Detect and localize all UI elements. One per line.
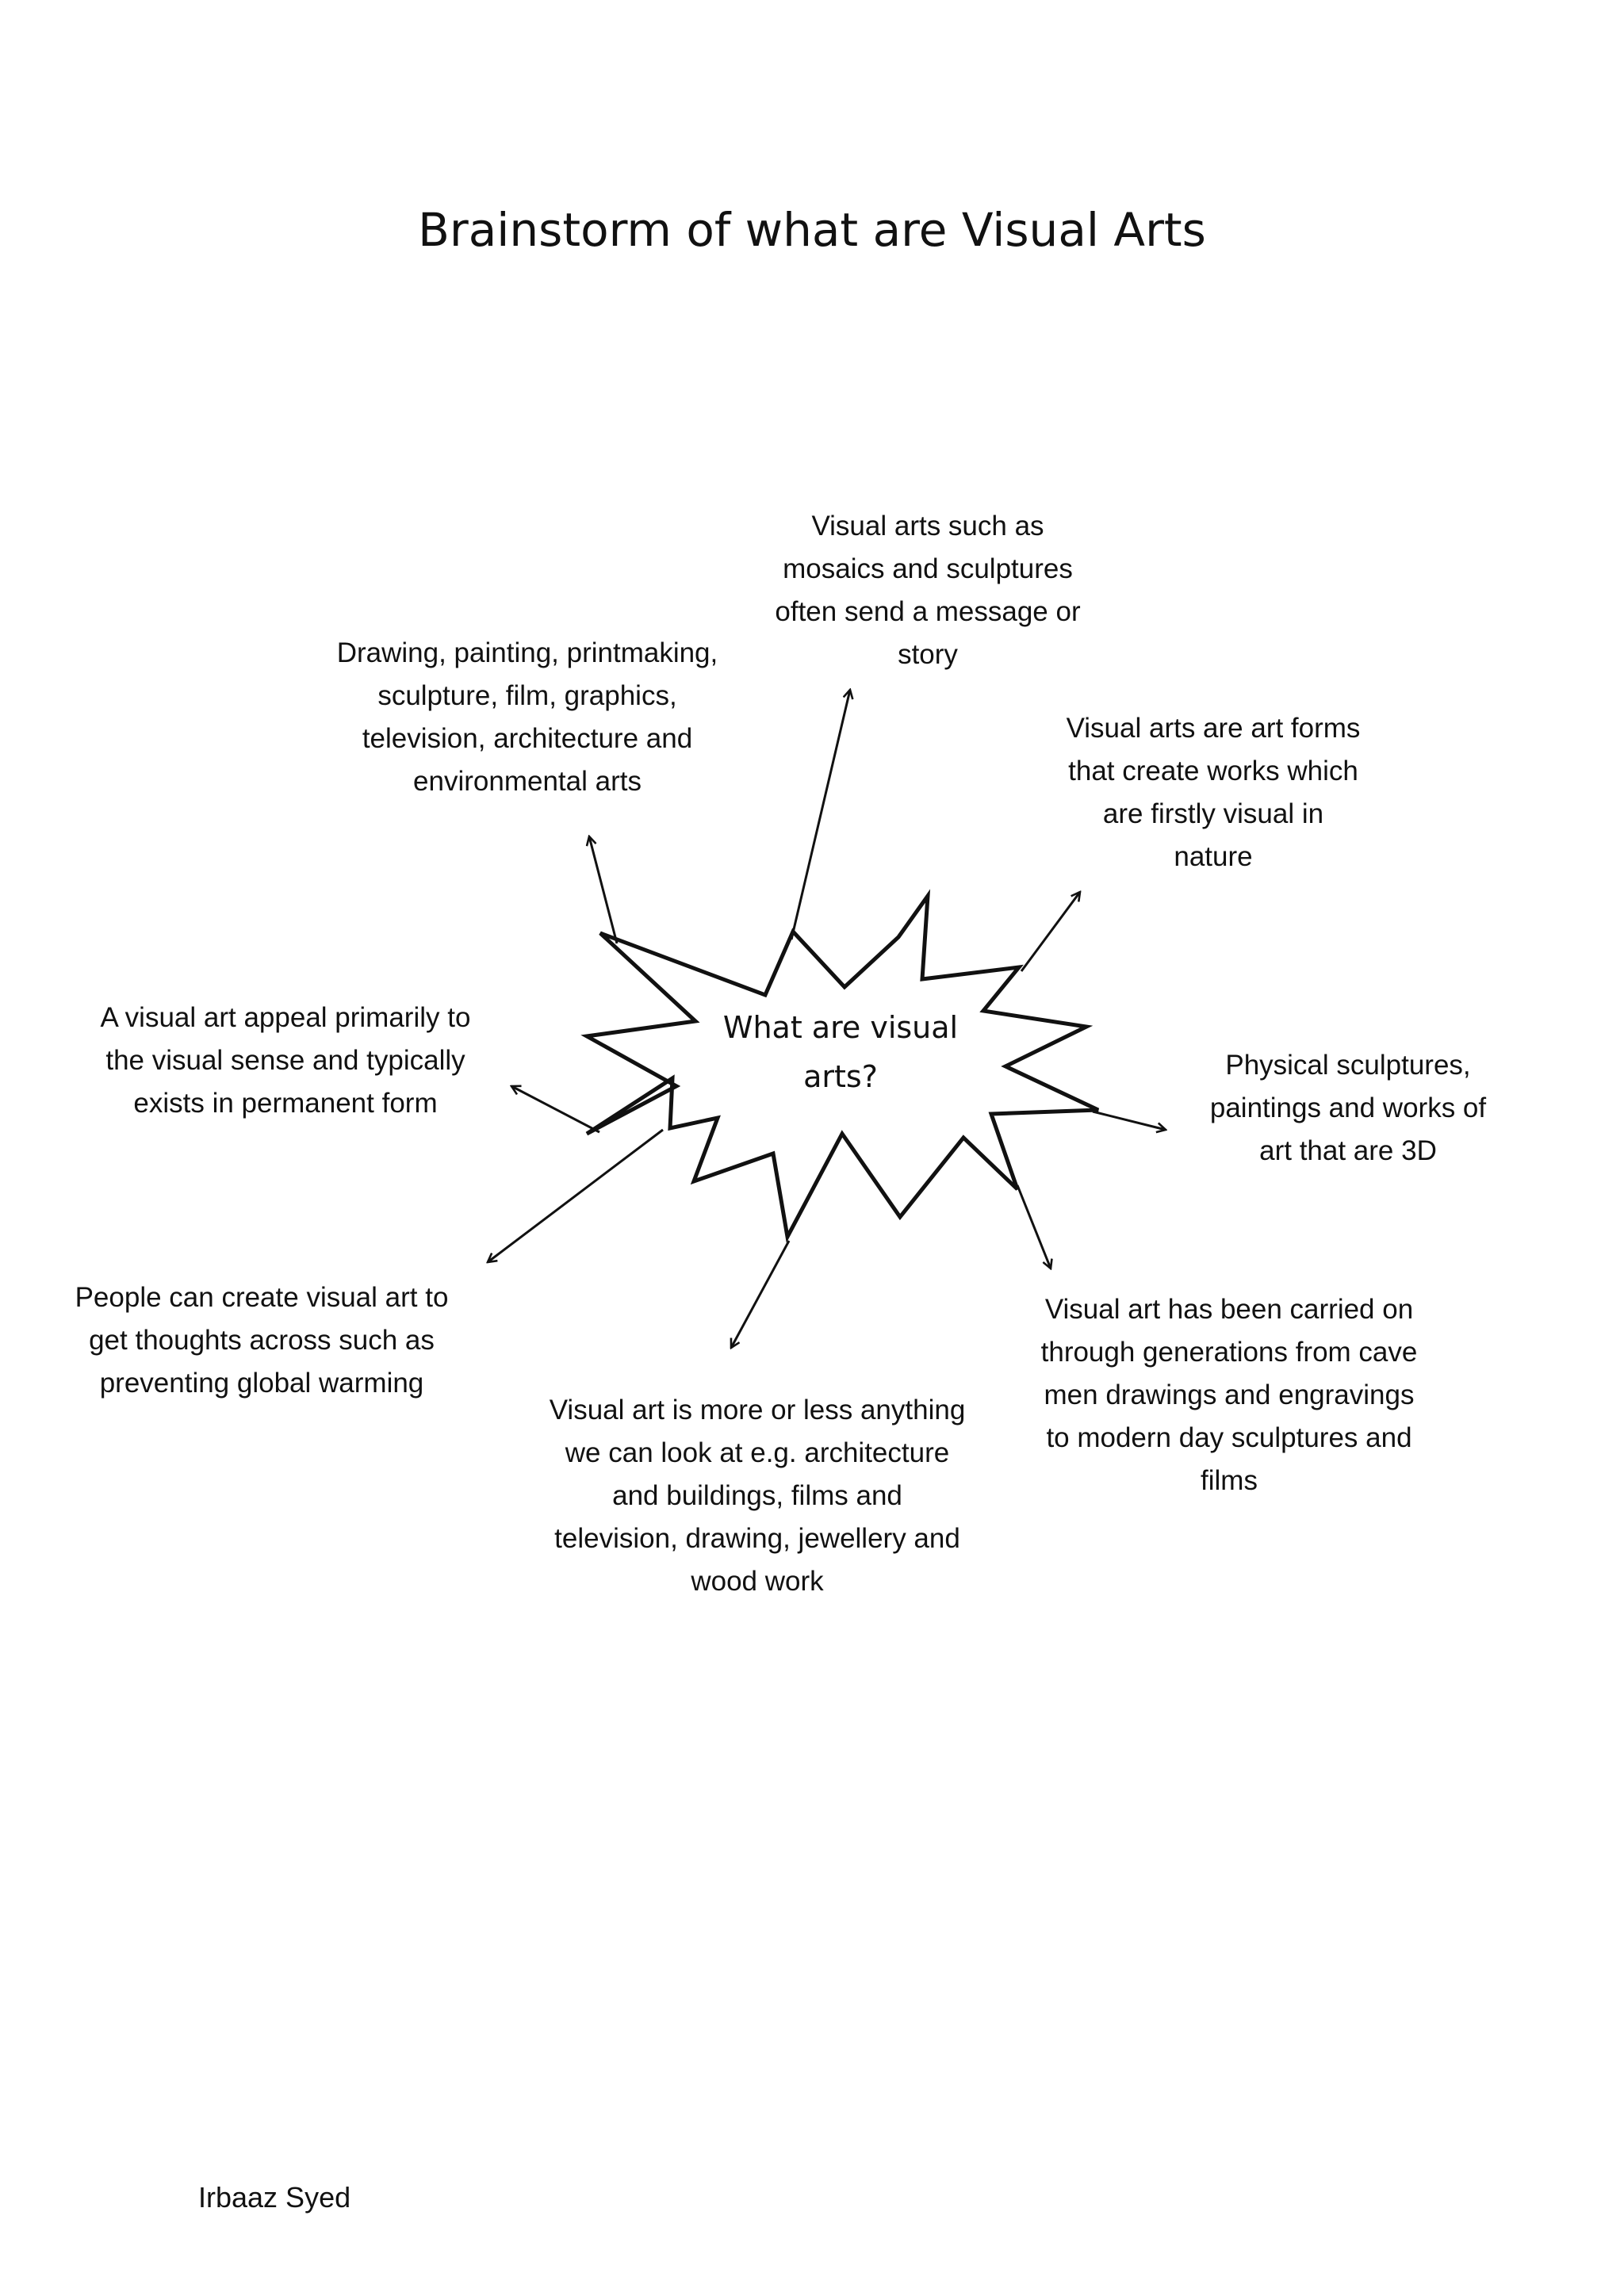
note-line: television, architecture and bbox=[362, 723, 693, 754]
note-line: and buildings, films and bbox=[612, 1480, 902, 1511]
note-line: get thoughts across such as bbox=[89, 1325, 435, 1356]
note-line: story bbox=[898, 639, 958, 670]
center-label bbox=[682, 1003, 999, 1101]
author-name: Irbaaz Syed bbox=[198, 2181, 351, 2214]
note-line: that create works which bbox=[1068, 756, 1358, 786]
note-line: People can create visual art to bbox=[75, 1282, 449, 1313]
note-line: mosaics and sculptures bbox=[783, 553, 1073, 584]
note-line: through generations from cave bbox=[1040, 1337, 1418, 1368]
note-generations bbox=[1007, 1288, 1451, 1502]
note-line: Visual arts such as bbox=[811, 511, 1044, 541]
note-line: art that are 3D bbox=[1259, 1135, 1437, 1166]
arrow-to-note-3 bbox=[1021, 892, 1080, 971]
arrow-to-note-6 bbox=[488, 1130, 663, 1262]
note-line: are firstly visual in bbox=[1102, 798, 1324, 829]
arrow-to-note-8 bbox=[731, 1241, 789, 1348]
arrow-to-note-2 bbox=[589, 836, 617, 943]
note-line: men drawings and engravings bbox=[1044, 1380, 1415, 1410]
page-title: Brainstorm of what are Visual Arts bbox=[418, 203, 1206, 257]
note-line: Visual arts are art forms bbox=[1066, 713, 1361, 744]
note-line: the visual sense and typically bbox=[105, 1045, 465, 1076]
note-line: Drawing, painting, printmaking, bbox=[336, 637, 718, 668]
note-line: to modern day sculptures and bbox=[1046, 1422, 1412, 1453]
note-line: wood work bbox=[691, 1566, 824, 1597]
note-line: Visual art is more or less anything bbox=[549, 1395, 966, 1425]
note-line: television, drawing, jewellery and bbox=[554, 1523, 960, 1554]
arrow-to-note-1 bbox=[791, 690, 850, 939]
note-messages-stories bbox=[730, 505, 1126, 676]
note-line: Physical sculptures, bbox=[1225, 1050, 1471, 1081]
note-visual-sense bbox=[71, 997, 500, 1125]
note-line: preventing global warming bbox=[99, 1368, 424, 1399]
center-label-line: What are visual bbox=[722, 1010, 959, 1045]
note-line: A visual art appeal primarily to bbox=[100, 1002, 471, 1033]
note-anything-to-look-at bbox=[523, 1389, 991, 1603]
note-firstly-visual bbox=[1015, 707, 1411, 878]
arrow-to-note-4 bbox=[511, 1086, 599, 1132]
arrow-to-note-7 bbox=[1017, 1185, 1051, 1269]
note-line: exists in permanent form bbox=[133, 1088, 438, 1119]
note-line: sculpture, film, graphics, bbox=[377, 680, 677, 711]
note-thoughts-across bbox=[48, 1276, 476, 1405]
note-line: films bbox=[1201, 1465, 1258, 1496]
note-line: paintings and works of bbox=[1209, 1093, 1487, 1123]
note-line: Visual art has been carried on bbox=[1044, 1294, 1414, 1325]
note-line: environmental arts bbox=[413, 766, 642, 797]
center-label-line: arts? bbox=[803, 1059, 878, 1094]
note-line: nature bbox=[1174, 841, 1253, 872]
note-line: we can look at e.g. architecture bbox=[565, 1437, 950, 1468]
note-line: often send a message or bbox=[775, 596, 1081, 627]
note-art-forms-list bbox=[313, 632, 741, 803]
arrow-to-note-5 bbox=[1093, 1112, 1166, 1130]
note-3d-works bbox=[1182, 1044, 1515, 1173]
